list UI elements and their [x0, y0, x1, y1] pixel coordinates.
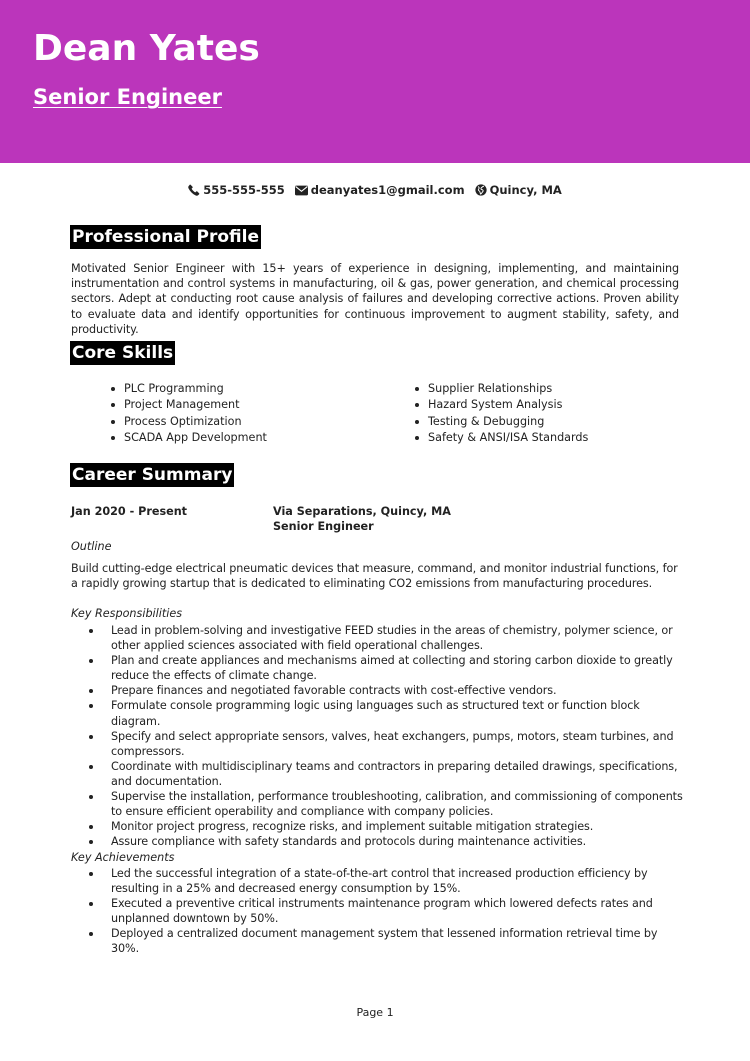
contact-phone-text: 555-555-555	[203, 183, 285, 197]
skill-item: Testing & Debugging	[415, 414, 588, 430]
list-item: Formulate console programming logic using languages such as structured text or function block diagram.	[111, 698, 686, 728]
list-item: Assure compliance with safety standards and protocols during maintenance activities.	[111, 834, 686, 849]
contact-phone[interactable]	[188, 183, 285, 197]
achievements-list	[111, 866, 686, 957]
section-heading-profile: Professional Profile	[72, 227, 259, 247]
skill-item: Supplier Relationships	[415, 381, 588, 397]
header-banner	[0, 0, 750, 163]
list-item: Prepare finances and negotiated favorable contracts with cost-effective vendors.	[111, 683, 686, 698]
list-item: Supervise the installation, performance troubleshooting, calibration, and commissioning of components to ensure efficient operability and compliance with company policies.	[111, 789, 686, 819]
contact-email[interactable]	[295, 183, 465, 197]
section-heading-skills: Core Skills	[72, 343, 174, 363]
job-role: Senior Engineer	[273, 520, 374, 533]
profile-summary: Motivated Senior Engineer with 15+ years of experience in designing, implementing, and maintaining instrumentation and control systems in manufacturing, oil & gas, power generation, and chemical processing sectors. Adept at conducting root cause analysis of failures and developing corrective actions. Proven ability to evaluate data and identify opportunities for continuous improvement to augment stability, safety, and productivity.	[71, 262, 679, 336]
skill-item: Process Optimization	[111, 414, 267, 430]
skills-list-left	[111, 381, 267, 446]
skill-item: Safety & ANSI/ISA Standards	[415, 430, 588, 446]
section-heading-career: Career Summary	[72, 465, 233, 485]
job-company: Via Separations, Quincy, MA	[273, 505, 451, 518]
contact-bar	[0, 181, 750, 199]
list-item: Deployed a centralized document management system that lessened information retrieval time by 30%.	[111, 926, 686, 956]
contact-location	[475, 183, 562, 197]
skill-item: Hazard System Analysis	[415, 397, 588, 413]
job-dates: Jan 2020 - Present	[71, 505, 188, 518]
candidate-name: Dean Yates	[33, 28, 260, 69]
candidate-title: Senior Engineer	[33, 85, 222, 109]
list-item: Lead in problem-solving and investigative FEED studies in the areas of chemistry, polymer science, or other applied sciences associated with field operational challenges.	[111, 623, 686, 653]
page-number: Page 1	[356, 1006, 394, 1019]
phone-icon	[188, 184, 200, 196]
list-item: Coordinate with multidisciplinary teams and contractors in preparing detailed drawings, specifications, and documentation.	[111, 759, 686, 789]
list-item: Specify and select appropriate sensors, valves, heat exchangers, pumps, motors, steam turbines, and compressors.	[111, 729, 686, 759]
skill-item: PLC Programming	[111, 381, 267, 397]
globe-icon	[475, 184, 487, 196]
contact-location-text: Quincy, MA	[489, 183, 562, 197]
list-item: Plan and create appliances and mechanisms aimed at collecting and storing carbon dioxide to greatly reduce the effects of climate change.	[111, 653, 686, 683]
skill-item: Project Management	[111, 397, 267, 413]
responsibilities-label: Key Responsibilities	[71, 607, 183, 620]
contact-email-text: deanyates1@gmail.com	[310, 183, 465, 197]
skills-list-right	[415, 381, 588, 446]
skill-item: SCADA App Development	[111, 430, 267, 446]
list-item: Monitor project progress, recognize risks, and implement suitable mitigation strategies.	[111, 819, 686, 834]
outline-label: Outline	[71, 540, 112, 553]
envelope-icon	[295, 185, 308, 196]
responsibilities-list	[111, 623, 686, 849]
list-item: Executed a preventive critical instruments maintenance program which lowered defects rates and unplanned downtown by 50%.	[111, 896, 686, 926]
list-item: Led the successful integration of a state-of-the-art control that increased production efficiency by resulting in a 25% and decreased energy consumption by 15%.	[111, 866, 686, 896]
job-outline: Build cutting-edge electrical pneumatic devices that measure, command, and monitor industrial functions, for a rapidly growing startup that is dedicated to eliminating CO2 emissions from manufacturing procedures.	[71, 562, 678, 591]
achievements-label: Key Achievements	[71, 851, 175, 864]
